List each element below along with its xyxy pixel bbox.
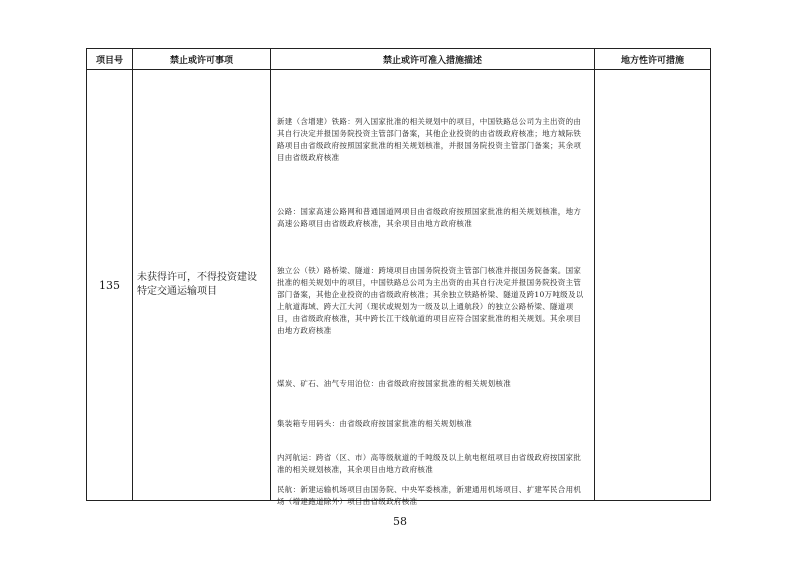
paragraph-bridges-tunnels: 独立公（铁）路桥梁、隧道：跨境项目由国务院投资主管部门核准并报国务院备案。国家批准的相关规划中的项目，中国铁路总公司为主出资的由其自行决定并报国务院投资主管部门备案，其他企业投资的由省级政府核准；其余独立铁路桥梁、隧道及跨10万吨级及以上航道海域、跨大江大河（现状或规划为一级及以上通航段）的独立公路桥梁、隧道项目，由省级政府核准，其中跨长江干线航道的项目应符合国家批准的相关规划。其余项目由地方政府核准 <box>277 266 584 335</box>
header-project-no: 项目号 <box>87 49 133 70</box>
page-number: 58 <box>393 515 407 528</box>
local-measures <box>595 70 711 501</box>
header-local-measures: 地方性许可措施 <box>595 49 711 70</box>
project-number: 135 <box>87 70 133 501</box>
item-name: 未获得许可，不得投资建设特定交通运输项目 <box>133 70 271 501</box>
header-item: 禁止或许可事项 <box>133 49 271 70</box>
header-row <box>87 49 711 70</box>
description-cell <box>271 70 595 506</box>
header-description: 禁止或许可准入措施描述 <box>271 49 595 70</box>
permit-table <box>86 48 711 506</box>
paragraph-berths: 煤炭、矿石、油气专用泊位：由省级政府按国家批准的相关规划核准 <box>277 379 511 388</box>
paragraph-inland-waterway: 内河航运：跨省（区、市）高等级航道的千吨级及以上航电枢纽项目由省级政府按国家批准的相关规划核准，其余项目由地方政府核准 <box>277 453 582 474</box>
paragraph-civil-aviation: 民航：新建运输机场项目由国务院、中央军委核准，新建通用机场项目、扩建军民合用机场（增建跑道除外）项目由省级政府核准 <box>277 485 582 506</box>
paragraph-railway: 新建（含增建）铁路：列入国家批准的相关规划中的项目，中国铁路总公司为主出资的由其自行决定并报国务院投资主管部门备案，其他企业投资的由省级政府核准；地方城际铁路项目由省级政府按照国家批准的相关规划核准，并报国务院投资主管部门备案；其余项目由省级政府核准 <box>277 117 582 162</box>
paragraph-highway: 公路：国家高速公路网和普通国道网项目由省级政府按照国家批准的相关规划核准，地方高速公路项目由省级政府核准，其余项目由地方政府核准 <box>277 207 582 228</box>
paragraph-container-terminal: 集装箱专用码头：由省级政府按国家批准的相关规划核准 <box>277 419 472 428</box>
table-row <box>87 70 711 501</box>
